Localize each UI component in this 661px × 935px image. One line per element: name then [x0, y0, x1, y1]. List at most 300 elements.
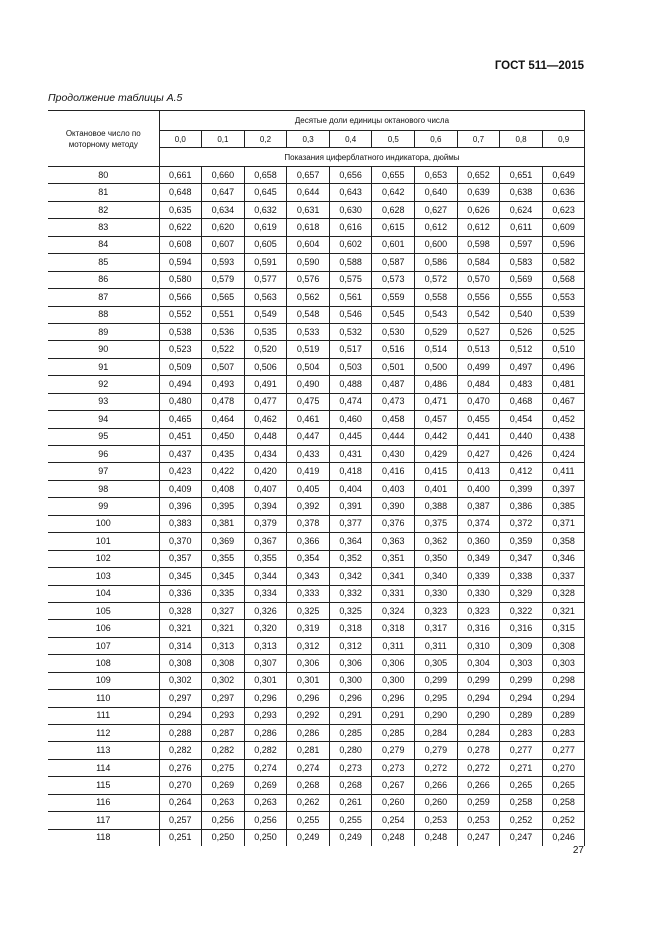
column-header: 0,1 [202, 131, 245, 148]
value-cell: 0,612 [415, 219, 458, 236]
value-cell: 0,282 [159, 742, 202, 759]
value-cell: 0,306 [329, 655, 372, 672]
table-row [48, 201, 585, 218]
value-cell: 0,321 [159, 620, 202, 637]
value-cell: 0,362 [415, 533, 458, 550]
value-cell: 0,471 [415, 393, 458, 410]
value-cell: 0,289 [500, 707, 543, 724]
value-cell: 0,405 [287, 480, 330, 497]
value-cell: 0,378 [287, 515, 330, 532]
value-cell: 0,248 [415, 829, 458, 846]
value-cell: 0,305 [415, 655, 458, 672]
table-row [48, 655, 585, 672]
column-header: 0,8 [500, 131, 543, 148]
value-cell: 0,294 [542, 690, 585, 707]
value-cell: 0,490 [287, 376, 330, 393]
table-row [48, 568, 585, 585]
value-cell: 0,535 [244, 323, 287, 340]
value-cell: 0,291 [372, 707, 415, 724]
value-cell: 0,408 [202, 480, 245, 497]
value-cell: 0,427 [457, 446, 500, 463]
value-cell: 0,622 [159, 219, 202, 236]
value-cell: 0,298 [542, 672, 585, 689]
value-cell: 0,257 [159, 812, 202, 829]
octane-number-cell: 116 [48, 794, 159, 811]
value-cell: 0,259 [457, 794, 500, 811]
octane-number-cell: 102 [48, 550, 159, 567]
value-cell: 0,404 [329, 480, 372, 497]
value-cell: 0,385 [542, 498, 585, 515]
value-cell: 0,598 [457, 236, 500, 253]
octane-number-cell: 90 [48, 341, 159, 358]
value-cell: 0,484 [457, 376, 500, 393]
value-cell: 0,256 [202, 812, 245, 829]
value-cell: 0,260 [415, 794, 458, 811]
column-header: 0,5 [372, 131, 415, 148]
value-cell: 0,395 [202, 498, 245, 515]
value-cell: 0,288 [159, 725, 202, 742]
value-cell: 0,424 [542, 446, 585, 463]
table-row [48, 341, 585, 358]
value-cell: 0,396 [159, 498, 202, 515]
value-cell: 0,525 [542, 323, 585, 340]
octane-number-cell: 104 [48, 585, 159, 602]
value-cell: 0,337 [542, 568, 585, 585]
value-cell: 0,418 [329, 463, 372, 480]
octane-number-cell: 95 [48, 428, 159, 445]
value-cell: 0,340 [415, 568, 458, 585]
value-cell: 0,422 [202, 463, 245, 480]
value-cell: 0,296 [372, 690, 415, 707]
value-cell: 0,566 [159, 289, 202, 306]
octane-number-cell: 85 [48, 254, 159, 271]
value-cell: 0,293 [202, 707, 245, 724]
value-cell: 0,575 [329, 271, 372, 288]
table-row [48, 254, 585, 271]
value-cell: 0,311 [372, 637, 415, 654]
octane-number-cell: 89 [48, 323, 159, 340]
table-row [48, 777, 585, 794]
octane-number-cell: 83 [48, 219, 159, 236]
value-cell: 0,586 [415, 254, 458, 271]
value-cell: 0,445 [329, 428, 372, 445]
value-cell: 0,543 [415, 306, 458, 323]
value-cell: 0,392 [287, 498, 330, 515]
value-cell: 0,308 [542, 637, 585, 654]
value-cell: 0,616 [329, 219, 372, 236]
table-row [48, 219, 585, 236]
value-cell: 0,285 [329, 725, 372, 742]
value-cell: 0,562 [287, 289, 330, 306]
value-cell: 0,355 [244, 550, 287, 567]
group-header: Десятые доли единицы октанового числа [159, 111, 585, 131]
value-cell: 0,376 [372, 515, 415, 532]
row-header: Октановое число по моторному методу [48, 111, 159, 167]
value-cell: 0,299 [500, 672, 543, 689]
value-cell: 0,394 [244, 498, 287, 515]
value-cell: 0,250 [202, 829, 245, 846]
table-row [48, 707, 585, 724]
value-cell: 0,272 [415, 759, 458, 776]
value-cell: 0,626 [457, 201, 500, 218]
value-cell: 0,480 [159, 393, 202, 410]
value-cell: 0,343 [287, 568, 330, 585]
value-cell: 0,329 [500, 585, 543, 602]
value-cell: 0,252 [500, 812, 543, 829]
table-row [48, 620, 585, 637]
value-cell: 0,268 [329, 777, 372, 794]
standard-header: ГОСТ 511—2015 [494, 60, 584, 72]
column-header: 0,3 [287, 131, 330, 148]
octane-number-cell: 117 [48, 812, 159, 829]
value-cell: 0,419 [287, 463, 330, 480]
value-cell: 0,426 [500, 446, 543, 463]
octane-number-cell: 107 [48, 637, 159, 654]
value-cell: 0,308 [159, 655, 202, 672]
value-cell: 0,579 [202, 271, 245, 288]
value-cell: 0,344 [244, 568, 287, 585]
value-cell: 0,624 [500, 201, 543, 218]
value-cell: 0,338 [500, 568, 543, 585]
value-cell: 0,297 [159, 690, 202, 707]
value-cell: 0,300 [372, 672, 415, 689]
value-cell: 0,448 [244, 428, 287, 445]
value-cell: 0,609 [542, 219, 585, 236]
value-cell: 0,256 [244, 812, 287, 829]
value-cell: 0,253 [415, 812, 458, 829]
table-row [48, 393, 585, 410]
value-cell: 0,290 [457, 707, 500, 724]
value-cell: 0,563 [244, 289, 287, 306]
value-cell: 0,597 [500, 236, 543, 253]
value-cell: 0,657 [287, 167, 330, 184]
value-cell: 0,268 [287, 777, 330, 794]
value-cell: 0,481 [542, 376, 585, 393]
value-cell: 0,497 [500, 358, 543, 375]
value-cell: 0,506 [244, 358, 287, 375]
value-cell: 0,631 [287, 201, 330, 218]
value-cell: 0,328 [159, 602, 202, 619]
value-cell: 0,644 [287, 184, 330, 201]
value-cell: 0,265 [500, 777, 543, 794]
column-header: 0,2 [244, 131, 287, 148]
table-caption: Продолжение таблицы А.5 [48, 92, 183, 104]
value-cell: 0,260 [372, 794, 415, 811]
value-cell: 0,261 [329, 794, 372, 811]
value-cell: 0,313 [244, 637, 287, 654]
value-cell: 0,403 [372, 480, 415, 497]
value-cell: 0,429 [415, 446, 458, 463]
value-cell: 0,321 [202, 620, 245, 637]
table-row [48, 167, 585, 184]
value-cell: 0,552 [159, 306, 202, 323]
table-row [48, 759, 585, 776]
value-cell: 0,470 [457, 393, 500, 410]
value-cell: 0,553 [542, 289, 585, 306]
table-row [48, 602, 585, 619]
value-cell: 0,556 [457, 289, 500, 306]
value-cell: 0,461 [287, 411, 330, 428]
value-cell: 0,299 [415, 672, 458, 689]
value-cell: 0,301 [287, 672, 330, 689]
value-cell: 0,661 [159, 167, 202, 184]
table-row [48, 812, 585, 829]
value-cell: 0,286 [244, 725, 287, 742]
value-cell: 0,430 [372, 446, 415, 463]
value-cell: 0,588 [329, 254, 372, 271]
table-row [48, 446, 585, 463]
value-cell: 0,399 [500, 480, 543, 497]
value-cell: 0,328 [542, 585, 585, 602]
table-row [48, 515, 585, 532]
octane-number-cell: 114 [48, 759, 159, 776]
value-cell: 0,612 [457, 219, 500, 236]
value-cell: 0,607 [202, 236, 245, 253]
octane-number-cell: 112 [48, 725, 159, 742]
value-cell: 0,576 [287, 271, 330, 288]
value-cell: 0,357 [159, 550, 202, 567]
value-cell: 0,507 [202, 358, 245, 375]
value-cell: 0,431 [329, 446, 372, 463]
value-cell: 0,327 [202, 602, 245, 619]
value-cell: 0,493 [202, 376, 245, 393]
value-cell: 0,371 [542, 515, 585, 532]
octane-number-cell: 105 [48, 602, 159, 619]
value-cell: 0,648 [159, 184, 202, 201]
octane-number-cell: 84 [48, 236, 159, 253]
value-cell: 0,539 [542, 306, 585, 323]
value-cell: 0,308 [202, 655, 245, 672]
value-cell: 0,381 [202, 515, 245, 532]
value-cell: 0,447 [287, 428, 330, 445]
value-cell: 0,434 [244, 446, 287, 463]
value-cell: 0,634 [202, 201, 245, 218]
value-cell: 0,514 [415, 341, 458, 358]
value-cell: 0,296 [244, 690, 287, 707]
value-cell: 0,615 [372, 219, 415, 236]
value-cell: 0,488 [329, 376, 372, 393]
value-cell: 0,253 [457, 812, 500, 829]
value-cell: 0,452 [542, 411, 585, 428]
value-cell: 0,516 [372, 341, 415, 358]
value-cell: 0,282 [244, 742, 287, 759]
value-cell: 0,568 [542, 271, 585, 288]
value-cell: 0,619 [244, 219, 287, 236]
value-cell: 0,572 [415, 271, 458, 288]
value-cell: 0,289 [542, 707, 585, 724]
value-cell: 0,438 [542, 428, 585, 445]
value-cell: 0,512 [500, 341, 543, 358]
octane-number-cell: 108 [48, 655, 159, 672]
column-header: 0,7 [457, 131, 500, 148]
table-row [48, 358, 585, 375]
value-cell: 0,345 [159, 568, 202, 585]
table-row [48, 690, 585, 707]
value-cell: 0,513 [457, 341, 500, 358]
value-cell: 0,375 [415, 515, 458, 532]
value-cell: 0,500 [415, 358, 458, 375]
value-cell: 0,323 [457, 602, 500, 619]
value-cell: 0,604 [287, 236, 330, 253]
value-cell: 0,464 [202, 411, 245, 428]
value-cell: 0,318 [372, 620, 415, 637]
value-cell: 0,374 [457, 515, 500, 532]
octane-number-cell: 115 [48, 777, 159, 794]
value-cell: 0,551 [202, 306, 245, 323]
octane-number-cell: 81 [48, 184, 159, 201]
value-cell: 0,277 [542, 742, 585, 759]
value-cell: 0,415 [415, 463, 458, 480]
value-cell: 0,294 [500, 690, 543, 707]
table-row [48, 376, 585, 393]
table-row [48, 463, 585, 480]
value-cell: 0,255 [287, 812, 330, 829]
value-cell: 0,274 [287, 759, 330, 776]
table-row [48, 672, 585, 689]
value-cell: 0,363 [372, 533, 415, 550]
value-cell: 0,254 [372, 812, 415, 829]
octane-number-cell: 91 [48, 358, 159, 375]
sub-header: Показания циферблатного индикатора, дюймы [159, 148, 585, 167]
value-cell: 0,577 [244, 271, 287, 288]
value-cell: 0,280 [329, 742, 372, 759]
value-cell: 0,570 [457, 271, 500, 288]
table-row [48, 480, 585, 497]
value-cell: 0,483 [500, 376, 543, 393]
page-number: 27 [572, 845, 584, 856]
value-cell: 0,332 [329, 585, 372, 602]
value-cell: 0,247 [500, 829, 543, 846]
value-cell: 0,527 [457, 323, 500, 340]
value-cell: 0,264 [159, 794, 202, 811]
value-cell: 0,645 [244, 184, 287, 201]
column-header: 0,4 [329, 131, 372, 148]
value-cell: 0,377 [329, 515, 372, 532]
value-cell: 0,321 [542, 602, 585, 619]
value-cell: 0,632 [244, 201, 287, 218]
value-cell: 0,491 [244, 376, 287, 393]
value-cell: 0,319 [287, 620, 330, 637]
value-cell: 0,285 [372, 725, 415, 742]
value-cell: 0,372 [500, 515, 543, 532]
table-row [48, 411, 585, 428]
value-cell: 0,400 [457, 480, 500, 497]
value-cell: 0,561 [329, 289, 372, 306]
value-cell: 0,279 [415, 742, 458, 759]
value-cell: 0,301 [244, 672, 287, 689]
value-cell: 0,304 [457, 655, 500, 672]
value-cell: 0,559 [372, 289, 415, 306]
value-cell: 0,255 [329, 812, 372, 829]
octane-number-cell: 94 [48, 411, 159, 428]
value-cell: 0,265 [542, 777, 585, 794]
value-cell: 0,499 [457, 358, 500, 375]
value-cell: 0,312 [329, 637, 372, 654]
octane-number-cell: 100 [48, 515, 159, 532]
value-cell: 0,270 [542, 759, 585, 776]
value-cell: 0,540 [500, 306, 543, 323]
value-cell: 0,347 [500, 550, 543, 567]
value-cell: 0,651 [500, 167, 543, 184]
octane-number-cell: 103 [48, 568, 159, 585]
octane-number-cell: 99 [48, 498, 159, 515]
value-cell: 0,555 [500, 289, 543, 306]
value-cell: 0,549 [244, 306, 287, 323]
value-cell: 0,345 [202, 568, 245, 585]
value-cell: 0,594 [159, 254, 202, 271]
value-cell: 0,627 [415, 201, 458, 218]
value-cell: 0,314 [159, 637, 202, 654]
value-cell: 0,522 [202, 341, 245, 358]
value-cell: 0,294 [159, 707, 202, 724]
value-cell: 0,608 [159, 236, 202, 253]
value-cell: 0,473 [372, 393, 415, 410]
table-row [48, 498, 585, 515]
octane-number-cell: 113 [48, 742, 159, 759]
value-cell: 0,284 [415, 725, 458, 742]
value-cell: 0,312 [287, 637, 330, 654]
value-cell: 0,460 [329, 411, 372, 428]
value-cell: 0,620 [202, 219, 245, 236]
value-cell: 0,306 [372, 655, 415, 672]
value-cell: 0,519 [287, 341, 330, 358]
value-cell: 0,313 [202, 637, 245, 654]
value-cell: 0,640 [415, 184, 458, 201]
value-cell: 0,478 [202, 393, 245, 410]
value-cell: 0,297 [202, 690, 245, 707]
value-cell: 0,269 [202, 777, 245, 794]
table-row [48, 289, 585, 306]
value-cell: 0,510 [542, 341, 585, 358]
value-cell: 0,341 [372, 568, 415, 585]
table-row [48, 794, 585, 811]
value-cell: 0,546 [329, 306, 372, 323]
value-cell: 0,655 [372, 167, 415, 184]
value-cell: 0,266 [415, 777, 458, 794]
value-cell: 0,451 [159, 428, 202, 445]
value-cell: 0,360 [457, 533, 500, 550]
value-cell: 0,336 [159, 585, 202, 602]
column-header: 0,6 [415, 131, 458, 148]
value-cell: 0,660 [202, 167, 245, 184]
value-cell: 0,583 [500, 254, 543, 271]
value-cell: 0,602 [329, 236, 372, 253]
value-cell: 0,569 [500, 271, 543, 288]
value-cell: 0,334 [244, 585, 287, 602]
value-cell: 0,367 [244, 533, 287, 550]
value-cell: 0,649 [542, 167, 585, 184]
value-cell: 0,302 [202, 672, 245, 689]
value-cell: 0,279 [372, 742, 415, 759]
value-cell: 0,247 [457, 829, 500, 846]
value-cell: 0,623 [542, 201, 585, 218]
value-cell: 0,387 [457, 498, 500, 515]
value-cell: 0,290 [415, 707, 458, 724]
value-cell: 0,309 [500, 637, 543, 654]
value-cell: 0,364 [329, 533, 372, 550]
value-cell: 0,467 [542, 393, 585, 410]
value-cell: 0,277 [500, 742, 543, 759]
value-cell: 0,252 [542, 812, 585, 829]
column-header: 0,0 [159, 131, 202, 148]
value-cell: 0,350 [415, 550, 458, 567]
value-cell: 0,529 [415, 323, 458, 340]
value-cell: 0,369 [202, 533, 245, 550]
value-cell: 0,342 [329, 568, 372, 585]
octane-number-cell: 109 [48, 672, 159, 689]
value-cell: 0,306 [287, 655, 330, 672]
value-cell: 0,275 [202, 759, 245, 776]
